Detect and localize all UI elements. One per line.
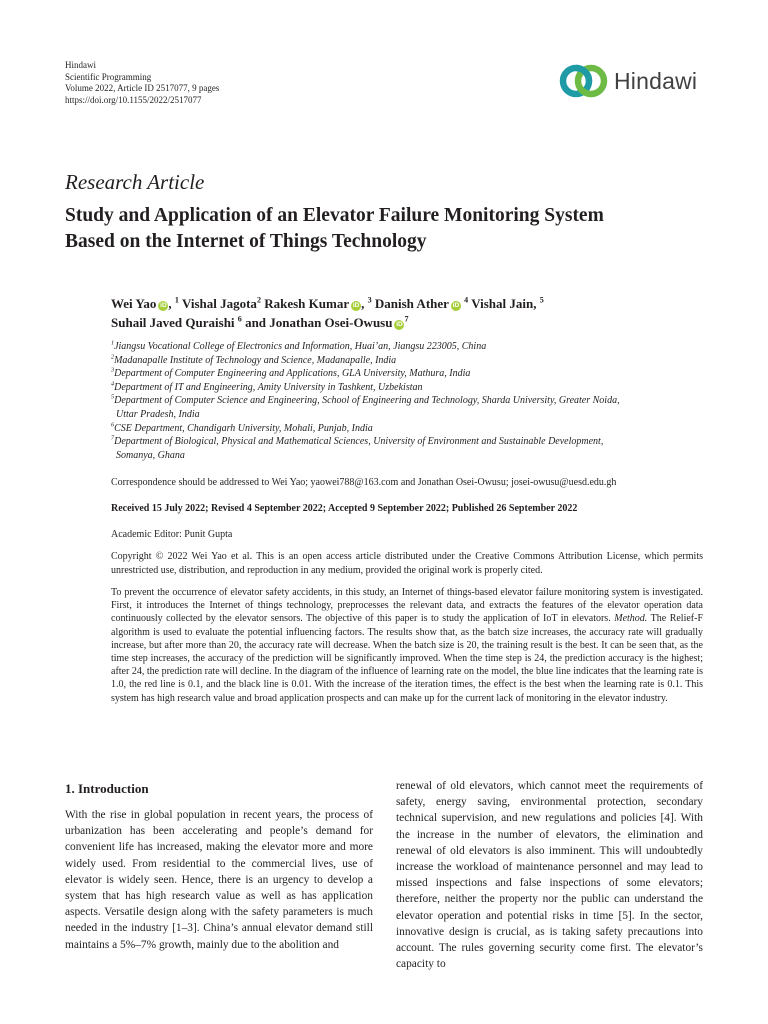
abstract-text: To prevent the occurrence of elevator safety accidents, in this study, an Internet of things-based elevator failure monitoring system is investigated. First, it introduces the Internet of things technology, preprocesses the relevant data, and extracts the features of the elevator operation data continuously collected by the elevator sensors. The objective of this paper is to study the application of IoT in elevators. [111, 587, 703, 625]
author-affiliation-number: 4 [464, 295, 469, 305]
affiliation-text: Madanapalle Institute of Technology and Science, Madanapalle, India [114, 354, 397, 366]
affiliation-text: Jiangsu Vocational College of Electronics and Information, Huai’an, Jiangsu 223005, China [114, 341, 487, 352]
hindawi-logo [558, 62, 718, 100]
affiliation-number: 3 [111, 366, 115, 374]
publication-dates: Received 15 July 2022; Revised 4 September 2022; Accepted 9 September 2022; Published 26 September 2022 [111, 503, 578, 514]
section-heading: 1. Introduction [65, 781, 149, 796]
affiliation-text-continued: Somanya, Ghana [116, 449, 185, 461]
logo-wordmark: Hindawi [614, 67, 698, 94]
intro-column-right: renewal of old elevators, which cannot meet the requirements of safety, energy saving, environmental protection, secondary technical supervision, and new regulations and policies [4]. With the increase in the number of elevators, the elimination and renewal of old elevators is also imminent. This will undoubtedly increase the workload of maintenance personnel and may lead to missed inspections and false inspections of some elevators; therefore, neither the property nor the public can understand the elevator operation and potential risks in time [5]. In the sector, innovative design is crucial, as is taking safety precautions into account. The rules governing security come first. The elevator’s capacity to [396, 780, 703, 971]
author-affiliation-number: 3 [367, 295, 372, 305]
journal-name: Scientific Programming [65, 71, 152, 82]
author-separator: , [361, 296, 368, 311]
affiliation-number: 5 [111, 394, 115, 402]
affiliations [111, 340, 711, 462]
affiliation-number: 1 [111, 339, 115, 347]
affiliation-item [111, 340, 711, 354]
affiliation-number: 4 [111, 380, 115, 388]
author-name[interactable]: Wei Yao [111, 296, 157, 311]
affiliation-item [111, 435, 711, 462]
affiliation-item [111, 354, 711, 368]
author-name[interactable]: and Jonathan Osei-Owusu [245, 315, 393, 330]
copyright-notice: Copyright © 2022 Wei Yao et al. This is an open access article distributed under the Creative Commons Attribution License, which permits unrestricted use, distribution, and reproduction in any medium, provided the original work is properly cited. [111, 551, 703, 576]
author-name[interactable]: Vishal Jagota [181, 296, 257, 311]
title-line-1: Study and Application of an Elevator Failure Monitoring System [65, 205, 604, 226]
affiliation-number: 7 [111, 434, 115, 442]
author-affiliation-number: 1 [174, 295, 179, 305]
affiliation-text: Department of IT and Engineering, Amity University in Tashkent, Uzbekistan [114, 381, 423, 393]
abstract-method-label: Method. [614, 613, 648, 625]
volume-line: Volume 2022, Article ID 2517077, 9 pages [65, 83, 220, 93]
affiliation-item [111, 381, 711, 395]
hindawi-logo-icon [558, 62, 610, 100]
abstract-text-continued: The Relief-F algorithm is used to evaluate the potential influencing factors. The results show that, as the batch size increases, the accuracy rate will gradually increase, but after more than 20, the accuracy rate will decrease. When the batch size is 20, the training result is the best. It can be seen that, as the time step increases, the accuracy of the prediction will be significantly improved. When the time step is 24, the prediction accuracy is the highest; after 24, the prediction rate will decline. In the diagram of the influence of learning rate on the model, the blue line indicates that the learning rate is 1.0, the red line is 0.1, and the black line is 0.01. With the increase of the iteration times, the effect is the best when the learning rate is 0.1. This system has high research value and broad application prospects and can make up for the current lack of monitoring in the elevator industry. [111, 613, 704, 704]
orcid-icon[interactable]: iD [160, 302, 167, 309]
affiliation-text-continued: Uttar Pradesh, India [116, 408, 200, 420]
affiliation-number: 6 [111, 421, 115, 429]
affiliation-text: CSE Department, Chandigarh University, Mohali, Punjab, India [114, 422, 373, 434]
affiliation-number: 2 [111, 353, 115, 361]
affiliation-item [111, 394, 711, 421]
affiliation-text: Department of Computer Science and Engineering, School of Engineering and Technology, Sharda University, Greater Noida, [114, 395, 620, 407]
orcid-icon[interactable]: iD [452, 302, 460, 309]
author-affiliation-number: 7 [404, 314, 409, 324]
intro-column-left: With the rise in global population in recent years, the process of urbanization has been accelerating and people’s demand for convenient life has increased, making the elevator more and more widely used. From residential to the commercial lives, use of elevator is widely seen. Hence, there is an urgency to develop a system that has high research value as well as has application aspects. Versatile design along with the safety parameters is much needed in the industry [1–3]. China’s annual elevator demand still maintains a 5%–7% growth, mainly due to the abolition and [65, 809, 373, 951]
author-name[interactable]: Suhail Javed Quraishi [111, 315, 235, 330]
affiliation-item [111, 367, 711, 381]
author-name[interactable]: Rakesh Kumar [264, 296, 350, 311]
author-name[interactable]: Danish Ather [374, 296, 449, 311]
orcid-icon[interactable]: iD [352, 302, 360, 309]
author-separator: , [168, 296, 175, 311]
author-affiliation-number: 5 [539, 295, 544, 305]
affiliation-item [111, 422, 711, 436]
academic-editor: Academic Editor: Punit Gupta [111, 529, 233, 540]
author-separator: , [533, 296, 540, 311]
affiliation-text: Department of Biological, Physical and Mathematical Sciences, University of Environment and Sustainable Development, [114, 436, 604, 448]
article-type: Research Article [65, 170, 205, 194]
title-line-2: Based on the Internet of Things Technology [65, 231, 427, 252]
abstract [111, 586, 703, 705]
author-name[interactable]: Vishal Jain [471, 296, 534, 311]
affiliation-text: Department of Computer Engineering and Applications, GLA University, Mathura, India [114, 368, 471, 380]
doi-link[interactable]: https://doi.org/10.1155/2022/2517077 [65, 94, 202, 105]
correspondence: Correspondence should be addressed to Wei Yao; yaowei788@163.com and Jonathan Osei-Owusu; josei-owusu@uesd.edu.gh [111, 477, 617, 488]
publisher-name: Hindawi [65, 60, 96, 70]
orcid-icon[interactable]: iD [396, 321, 403, 328]
author-affiliation-number: 6 [237, 314, 242, 324]
author-list [111, 294, 711, 332]
article-title [65, 203, 725, 255]
author-affiliation-number: 2 [256, 295, 261, 305]
journal-info [65, 60, 219, 106]
